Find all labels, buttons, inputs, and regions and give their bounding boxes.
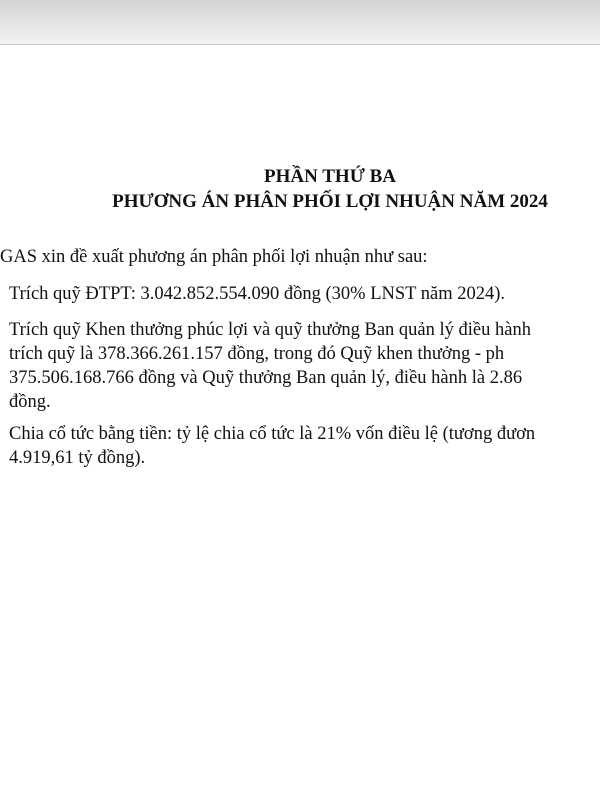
- section-part-heading: PHẦN THỨ BA: [264, 166, 396, 187]
- item3-line-2: 4.919,61 tỷ đồng).: [9, 448, 146, 468]
- list-item-cash-dividend: [9, 422, 535, 470]
- item3-line-1: Chia cổ tức bằng tiền: tỷ lệ chia cổ tức là 21% vốn điều lệ (tương đươn: [9, 424, 536, 444]
- document-page: [0, 45, 600, 800]
- item2-line-2: trích quỹ là 378.366.261.157 đồng, trong đó Quỹ khen thưởng - ph: [9, 344, 505, 364]
- section-title-heading: PHƯƠNG ÁN PHÂN PHỐI LỢI NHUẬN NĂM 2024: [112, 191, 548, 212]
- item1-line-1: Trích quỹ ĐTPT: 3.042.852.554.090 đồng (30% LNST năm 2024).: [9, 284, 506, 304]
- item2-line-1: Trích quỹ Khen thưởng phúc lợi và quỹ thưởng Ban quản lý điều hành: [9, 320, 531, 340]
- list-item-bonus-welfare-fund: [9, 318, 531, 414]
- item2-line-4: đồng.: [9, 392, 51, 412]
- list-item-development-fund: [9, 282, 505, 306]
- item2-line-3: 375.506.168.766 đồng và Quỹ thưởng Ban quản lý, điều hành là 2.86: [9, 368, 523, 388]
- intro-paragraph: GAS xin đề xuất phương án phân phối lợi nhuận như sau:: [0, 247, 428, 267]
- dark-top-band: [0, 0, 600, 44]
